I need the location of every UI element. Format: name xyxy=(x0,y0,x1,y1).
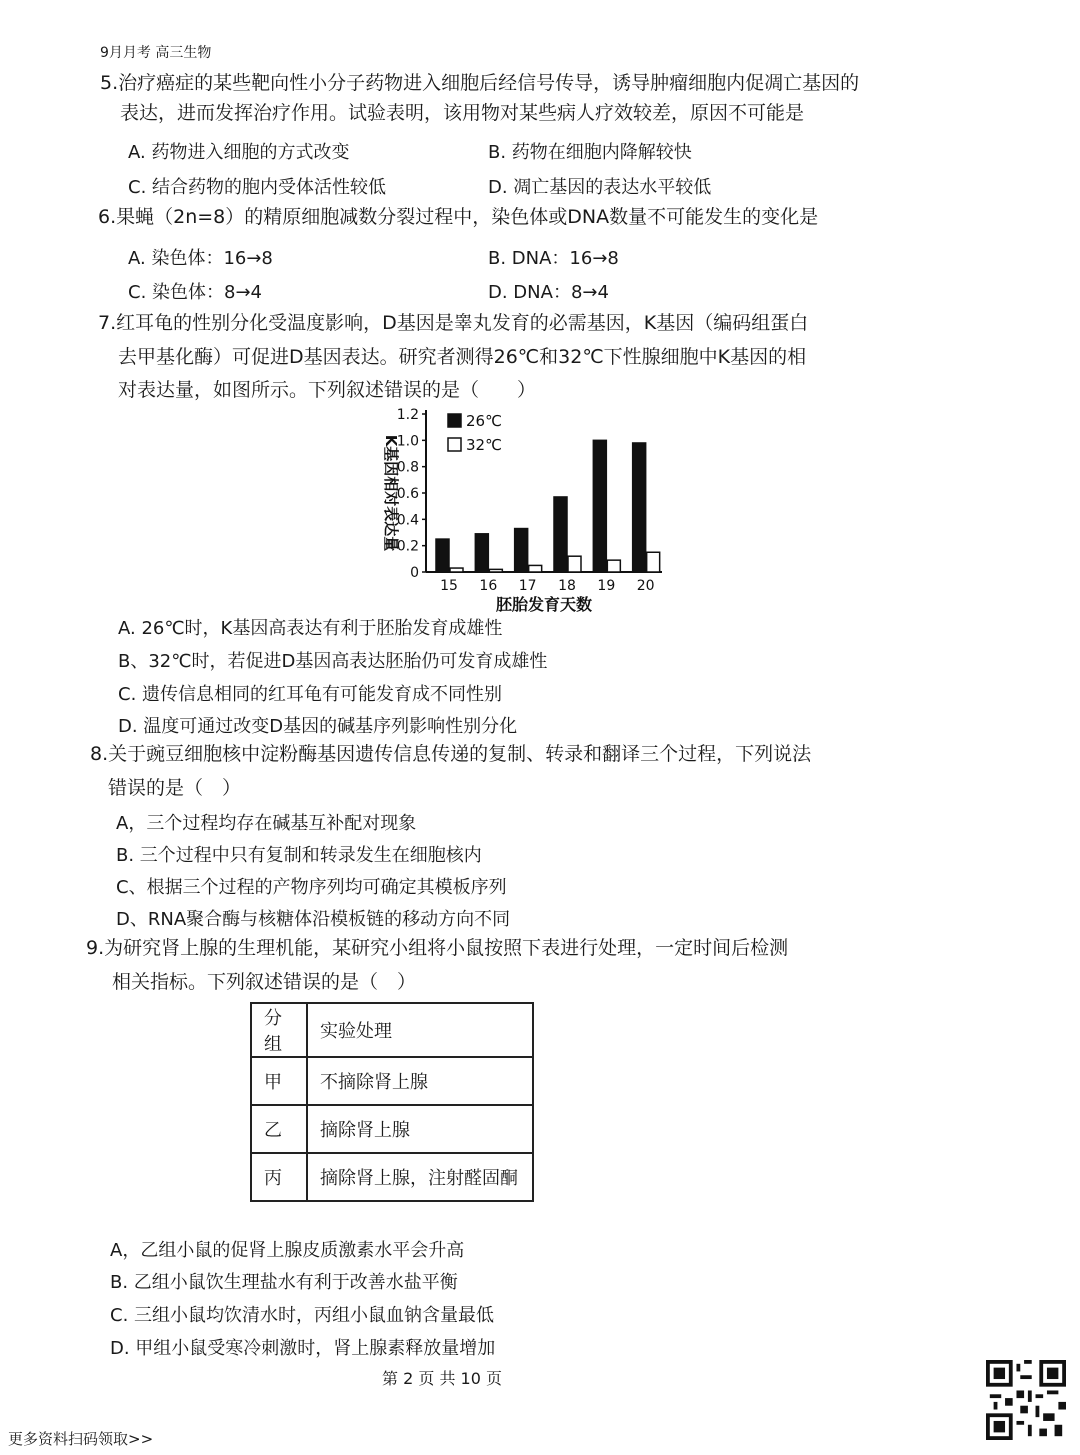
table-row xyxy=(251,1057,533,1105)
q8-stem-line1: 8.关于豌豆细胞核中淀粉酶基因遗传信息传递的复制、转录和翻译三个过程，下列说法 xyxy=(90,743,812,765)
q9-option-b: B. 乙组小鼠饮生理盐水有利于改善水盐平衡 xyxy=(110,1272,458,1293)
y-tick-label: 0 xyxy=(410,565,419,581)
table-row xyxy=(251,1105,533,1153)
x-tick-label: 19 xyxy=(597,578,616,594)
table-cell: 丙 xyxy=(251,1153,307,1201)
table-cell: 乙 xyxy=(251,1105,307,1153)
y-tick-label: 1.2 xyxy=(396,407,419,423)
table-header-cell: 实验处理 xyxy=(307,1003,533,1057)
bar-26c-day-19 xyxy=(593,440,606,572)
x-tick-label: 16 xyxy=(479,578,498,594)
q8-stem-line2: 错误的是（ ） xyxy=(108,777,242,799)
bar-32c-day-17 xyxy=(529,565,542,572)
page-header: 9月月考 高三生物 xyxy=(100,45,212,61)
x-tick-label: 20 xyxy=(636,578,655,594)
q9-option-c: C. 三组小鼠均饮清水时，丙组小鼠血钠含量最低 xyxy=(110,1305,495,1326)
q7-stem-line2: 去甲基化酶）可促进D基因表达。研究者测得26℃和32℃下性腺细胞中K基因的相 xyxy=(118,346,807,368)
bar-32c-day-19 xyxy=(607,560,620,572)
q7-option-c: C. 遗传信息相同的红耳龟有可能发育成不同性别 xyxy=(118,684,503,705)
legend-label: 32℃ xyxy=(466,436,502,454)
bar-26c-day-18 xyxy=(554,497,567,572)
table-cell: 甲 xyxy=(251,1057,307,1105)
y-tick-label: 0.2 xyxy=(396,538,419,555)
q6-option-b: B. DNA：16→8 xyxy=(488,248,619,269)
q7-option-b: B、32℃时，若促进D基因高表达胚胎仍可发育成雄性 xyxy=(118,651,548,672)
q9-stem-line2: 相关指标。下列叙述错误的是（ ） xyxy=(112,971,417,993)
legend-swatch-32c xyxy=(448,438,461,451)
q7-option-d: D. 温度可通过改变D基因的碱基序列影响性别分化 xyxy=(118,716,518,737)
q6-option-d: D. DNA：8→4 xyxy=(488,282,609,303)
footer-promo-text: 更多资料扫码领取>> xyxy=(8,1430,154,1448)
k-gene-expression-chart xyxy=(360,400,680,620)
q7-option-a: A. 26℃时，K基因高表达有利于胚胎发育成雄性 xyxy=(118,618,503,639)
x-tick-label: 18 xyxy=(558,578,576,594)
q5-option-a: A. 药物进入细胞的方式改变 xyxy=(128,142,350,163)
bar-26c-day-17 xyxy=(515,529,528,572)
q5-option-c: C. 结合药物的胞内受体活性较低 xyxy=(128,177,387,198)
table-cell: 摘除肾上腺 xyxy=(307,1105,533,1153)
legend-swatch-26c xyxy=(448,414,461,427)
page-number: 第 2 页 共 10 页 xyxy=(382,1369,502,1388)
q6-stem-line1: 6.果蝇（2n=8）的精原细胞减数分裂过程中，染色体或DNA数量不可能发生的变化是 xyxy=(98,206,819,228)
q7-stem-line3: 对表达量，如图所示。下列叙述错误的是（ ） xyxy=(118,379,537,401)
table-cell: 摘除肾上腺，注射醛固酮 xyxy=(307,1153,533,1201)
bar-26c-day-16 xyxy=(475,534,488,572)
q5-option-b: B. 药物在细胞内降解较快 xyxy=(488,142,692,163)
table-cell: 不摘除肾上腺 xyxy=(307,1057,533,1105)
q8-option-b: B. 三个过程中只有复制和转录发生在细胞核内 xyxy=(116,845,482,866)
x-tick-label: 15 xyxy=(440,578,458,594)
y-tick-label: 0.8 xyxy=(396,459,419,476)
q9-group-table xyxy=(250,1002,534,1202)
q7-stem-line1: 7.红耳龟的性别分化受温度影响，D基因是睾丸发育的必需基因，K基因（编码组蛋白 xyxy=(98,312,809,334)
q6-option-a: A. 染色体：16→8 xyxy=(128,248,273,269)
bar-32c-day-20 xyxy=(647,552,660,572)
y-tick-label: 0.4 xyxy=(396,512,419,529)
y-tick-label: 1.0 xyxy=(396,433,419,450)
bar-32c-day-15 xyxy=(450,568,463,572)
q8-option-a: A，三个过程均存在碱基互补配对现象 xyxy=(116,813,417,834)
legend-label: 26℃ xyxy=(466,412,502,430)
q8-option-c: C、根据三个过程的产物序列均可确定其模板序列 xyxy=(116,877,507,898)
q5-stem-line2: 表达，进而发挥治疗作用。试验表明，该用物对某些病人疗效较差，原因不可能是 xyxy=(120,102,805,124)
y-axis-title: K基因相对表达量 xyxy=(382,434,400,552)
q9-option-d: D. 甲组小鼠受寒冷刺激时，肾上腺素释放量增加 xyxy=(110,1338,496,1359)
q8-option-d: D、RNA聚合酶与核糖体沿模板链的移动方向不同 xyxy=(116,909,511,930)
y-tick-label: 0.6 xyxy=(396,486,419,502)
bar-32c-day-18 xyxy=(568,556,581,572)
x-tick-label: 17 xyxy=(518,578,537,594)
qr-code-icon[interactable] xyxy=(986,1360,1066,1440)
q5-stem-line1: 5.治疗癌症的某些靶向性小分子药物进入细胞后经信号传导，诱导肿瘤细胞内促凋亡基因的 xyxy=(100,72,860,94)
table-header-row xyxy=(251,1003,533,1057)
q9-stem-line1: 9.为研究肾上腺的生理机能，某研究小组将小鼠按照下表进行处理，一定时间后检测 xyxy=(86,937,789,959)
bar-26c-day-15 xyxy=(436,539,449,572)
q9-option-a: A，乙组小鼠的促肾上腺皮质激素水平会升高 xyxy=(110,1240,465,1261)
bar-32c-day-16 xyxy=(489,569,502,572)
table-header-cell: 分组 xyxy=(251,1003,307,1057)
x-axis-title: 胚胎发育天数 xyxy=(495,595,593,614)
q5-option-d: D. 凋亡基因的表达水平较低 xyxy=(488,177,712,198)
table-row xyxy=(251,1153,533,1201)
bar-26c-day-20 xyxy=(633,443,646,572)
q6-option-c: C. 染色体：8→4 xyxy=(128,282,262,303)
